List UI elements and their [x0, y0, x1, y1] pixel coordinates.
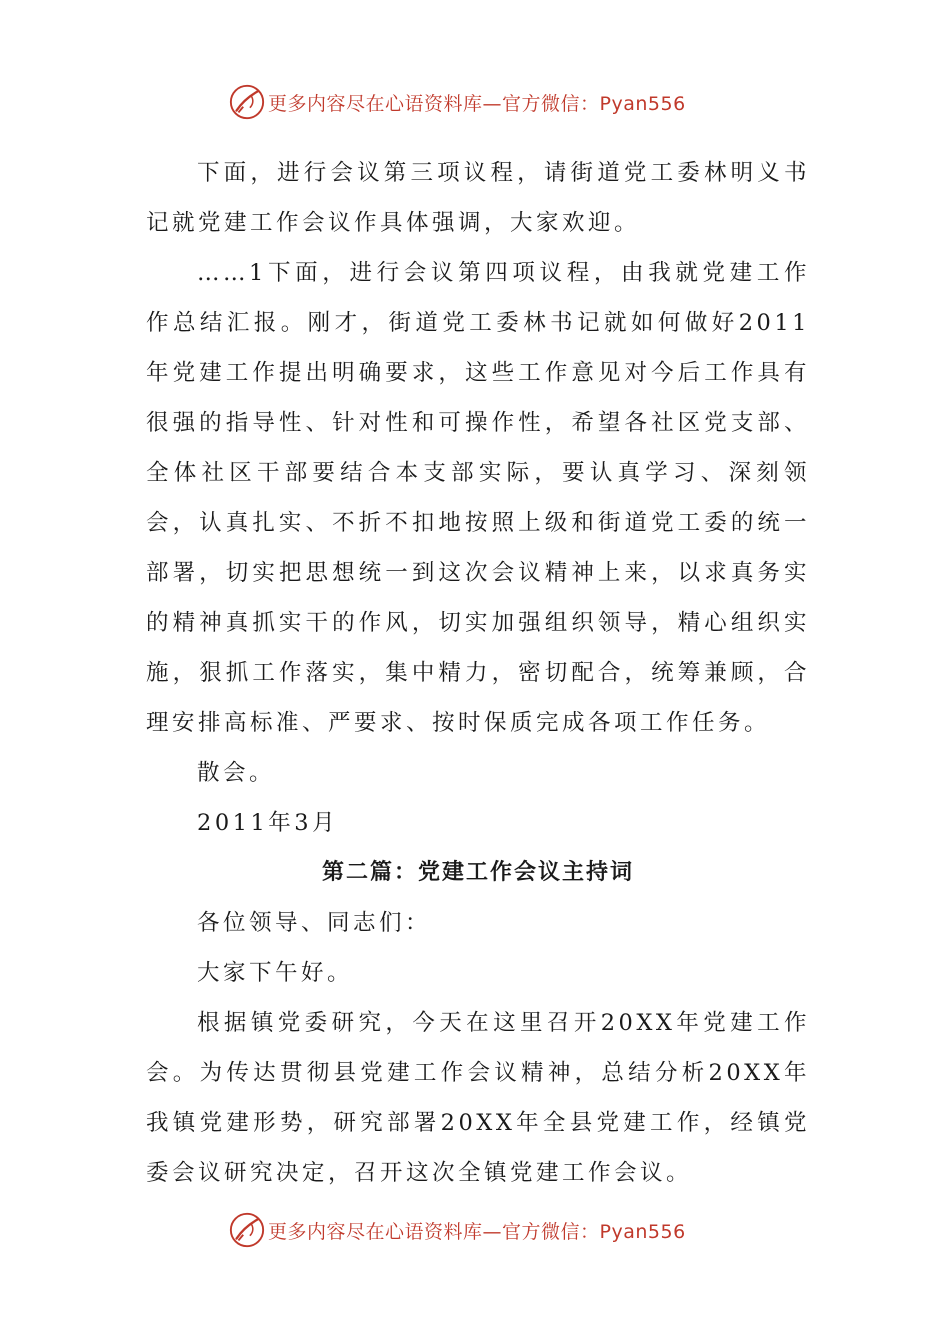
- date-line: 2011年3月: [197, 810, 339, 836]
- paragraph: 散会。: [197, 760, 276, 786]
- watermark-text: 更多内容尽在心语资料库—官方微信：Pyan556: [268, 1220, 686, 1243]
- document-body: [146, 148, 810, 1198]
- watermark-footer: [228, 1210, 748, 1250]
- watermark-text: 更多内容尽在心语资料库—官方微信：Pyan556: [268, 92, 686, 115]
- greeting: 大家下午好。: [197, 960, 354, 986]
- pen-logo-icon: [228, 1211, 266, 1249]
- paragraph: ……1下面，进行会议第四项议程，由我就党建工作作总结汇报。刚才，街道党工委林书记就如何做好2011年党建工作提出明确要求，这些工作意见对今后工作具有很强的指导性、针对性和可操作性，希望各社区党支部、全体社区干部要结合本支部实际，要认真学习、深刻领会，认真扎实、不折不扣地按照上级和街道党工委的统一部署，切实把思想统一到这次会议精神上来，以求真务实的精神真抓实干的作风，切实加强组织领导，精心组织实施，狠抓工作落实，集中精力，密切配合，统筹兼顾，合理安排高标准、严要求、按时保质完成各项工作任务。: [146, 260, 810, 736]
- watermark-header: [228, 82, 748, 122]
- pen-logo-icon: [228, 83, 266, 121]
- paragraph: 根据镇党委研究，今天在这里召开20XX年党建工作会。为传达贯彻县党建工作会议精神，总结分析20XX年我镇党建形势，研究部署20XX年全县党建工作，经镇党委会议研究决定，召开这次全镇党建工作会议。: [146, 1010, 810, 1186]
- paragraph: 下面，进行会议第三项议程，请街道党工委林明义书记就党建工作会议作具体强调，大家欢迎。: [146, 160, 810, 236]
- section-title: 第二篇：党建工作会议主持词: [321, 860, 634, 885]
- salutation: 各位领导、同志们：: [197, 910, 432, 936]
